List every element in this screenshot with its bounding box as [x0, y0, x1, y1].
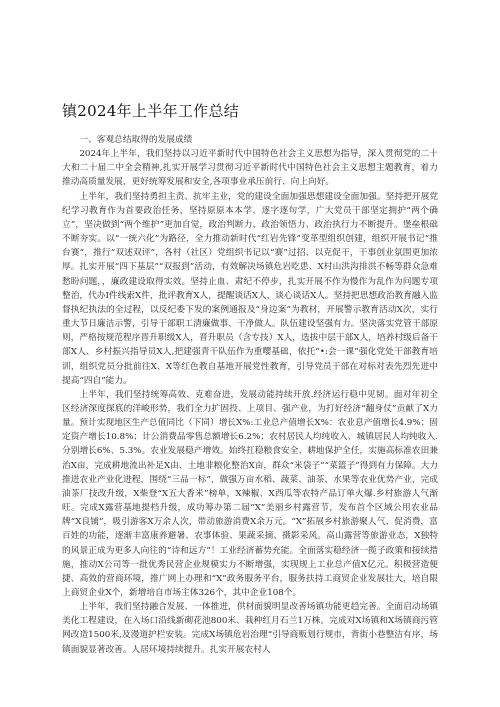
document-body [62, 133, 438, 657]
section-heading: 一、客观总结取得的发展成绩 [79, 135, 193, 145]
document-title: 镇2024年上半年工作总结 [62, 102, 240, 120]
paragraph-intro: 2024年上半年，我们坚持以习近平新时代中国特色社会主义思想为指导，深入贯彻党的二十大和二十届二中全会精神,扎实开展学习贯彻习近平新时代中国特色社会主义思想主题教育，着力推动高质量发展，更好统筹发展和安全,各项事业承压前行、向上向好。 [62, 149, 438, 188]
paragraph-town-development: 上半年，我们坚持融合发展、一体推进，供材面貌明显改善场镇功能更趋完善。全面启动场镇美化工程建设，在入场口沿线新砌花池800米、栽种红月石兰1万株。完成对X场镇和X场镇商污管网改造1500米,及漫道护栏安装。完成X场镇危岩治理“引导商贩划行规市，背街小巷整洁有序，场镇面貌显著改善。人居环境持续提升。扎实开展农村人 [62, 602, 438, 655]
paragraph-party-building: 上半年，我们坚持勇担主责、抗牢主业，党的建设全面加强思想建设全面加强。坚持把开展党纪学习教育作为首要政治任务，坚持原原本本学、逐字逐句学，广大党员干部坚定拥护“两个确立”，坚决做到“两个维护”更加自觉，政治判断力、政治领悟力、政治执行力不断提升。堡垒根础不断夯实。以“一统六化”为路径，全力推动新时代“红岩先锋”变革型组织创建，组织开展书记“推台赛”，推行“双述双评”，各村（社区）党组织书记以“赛”过招、以克促干，干事创业氛围更加浓厚。扎实开展“四下基层”“双报到”活动，有效解决场镇危岩吃患、X村山洪沟排洪不畅等群众急难愁盼问题，，廉政建设取得实效。坚持止血、肃纪不停步，扎实开展不作为慢作为乱作为问题专项整治，代办Ⅰ件线索X件，批评教育X人，提醒谈话X人，谈心谈话X人。坚持把思想政治教育融入监督执纪执法的全过程，以反纪委下发的案例通报及“身边案”为教材，开展警示教育活动X次，实行重大节日廉洁示警，引导干部职工清廉做事、干净做人。队伍建设坚强有力。坚决落实党管干部原则，严格按规范程序晋升职级X人，晋升职员（含专技）X人，选拔中层干部X人，培养村级后备干部X人、乡村振兴指导员X人,把建强青干队伍作为重嘤基础，依托“•:会一课”强化党处干部教育培训，组织党员分批前往X、X等红色教自基地开展党性教育，引导党员干部在对标对表先烈先进中提高“四自”能力。 [62, 191, 438, 386]
paragraph-economy: 上半年，我们坚持统筹高效、克难奋进，发展动能持续开放.经济运行稳中见韧。面对年初全区经济深度探底的洋峻形势，我们全力扩固投、上项目、强产业，为打好经济“翻身仗”贡献了X力量。预计实现地区生产总值同比（下同）增长X%:工业总产值增长X%：农业息产值增长4.9%；固定资产增长10.8%；计公消费品零售总额增长6.2%；农村居民人均纯收入、城镇居民人均纯收入.分别增长6%、5.3%。农业发展稳产增效。始终扛稳粮食安全、耕地保护全任，实施高标准农田兼治X亩，完成耕地流出补足X由、土地非粮化整治X亩，群众“米袋子”“菜篮子”得到有力保障。大力推进农业产业化进程，围绕“三品一标”，做强万亩水稻、蔬菜、油茶、水果等农业优势产业，完成油茶厂技改升级，X柴登“X五大香米”榜单，X辣椒、X西瓜等农特产品订单火爆.乡村旅游人气渐旺。完成X露营基地提档升级，成功筹办第二届“X”美丽乡村露营节，发布首个区域公用农业品牌“X良铺”，吸引游客X万余人次，带动旅游消费X余万元。“X”拓展乡村旅游聚人气、促消费，富百姓的功能，逐渐丰富康养避暑、农事体验、果蔬采摘、摄影采风。高山露营等旅游业态，X独特的风景正成为更多人向往的“诗和远方”！工业经济蓄势充能。全面落实稳经济一揽子政策和接续措施，推动X公司等一批优秀民营企业规模实力不断增强，实现规上工业总产值X亿元。积极营造便捷、高效的营商环境，推广网上办理和“X”政务服务平台，服务扶持工商贸企业发展壮大，培自限上商贸企业X个，新增培自市场主体326个，其中企业108个。 [62, 389, 438, 598]
